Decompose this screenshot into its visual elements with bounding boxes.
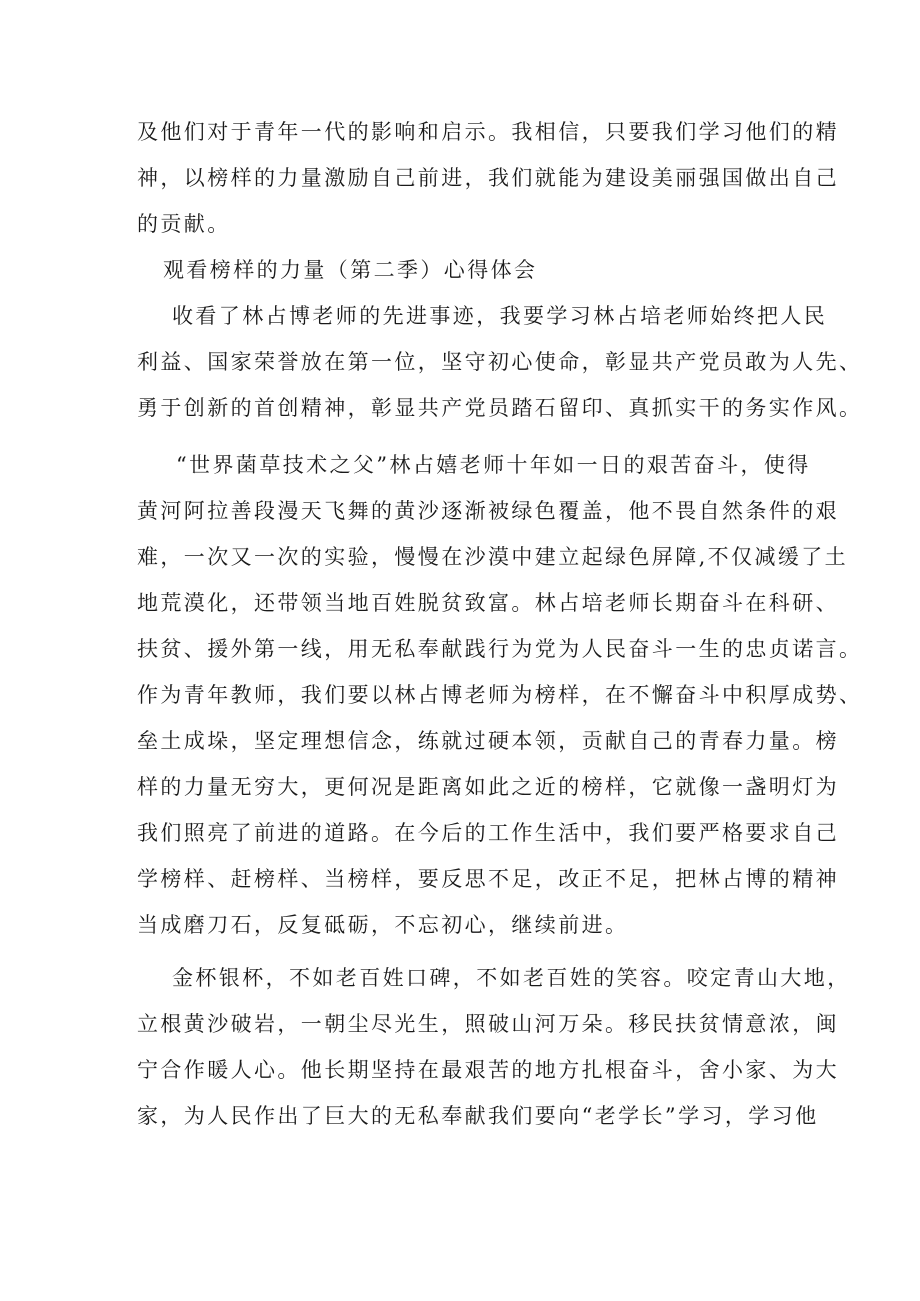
paragraph-2-line-8: 样的力量无穷大，更何况是距离如此之近的榜样，它就像一盏明灯为	[137, 775, 839, 799]
paragraph-1-line-2: 利益、国家荣誉放在第一位，坚守初心使命，彰显共产党员敢为人先、	[137, 350, 863, 374]
paragraph-2-line-3: 难，一次又一次的实验，慢慢在沙漠中建立起绿色屏障,不仅减缓了土	[137, 545, 849, 569]
paragraph-1-line-1: 收看了林占博老师的先进事迹，我要学习林占培老师始终把人民	[172, 304, 828, 328]
paragraph-2-line-10: 学榜样、赶榜样、当榜样，要反思不足，改正不足，把林占博的精神	[137, 867, 839, 891]
paragraph-1-line-3: 勇于创新的首创精神，彰显共产党员踏石留印、真抓实干的务实作风。	[137, 396, 863, 420]
paragraph-2-line-5: 扶贫、援外第一线，用无私奉献践行为党为人民奋斗一生的忠贞诺言。	[137, 637, 863, 661]
paragraph-2-line-4: 地荒漠化，还带领当地百姓脱贫致富。林占培老师长期奋斗在科研、	[137, 591, 839, 615]
paragraph-2-line-6: 作为青年教师，我们要以林占博老师为榜样，在不懈奋斗中积厚成势、	[137, 683, 863, 707]
intro-line-2: 神，以榜样的力量激励自己前进，我们就能为建设美丽强国做出自己	[137, 166, 839, 190]
paragraph-2-line-1: “世界菌草技术之父”林占嬉老师十年如一日的艰苦奋斗，使得	[176, 453, 811, 477]
paragraph-2-line-7: 垒土成垛，坚定理想信念，练就过硬本领，贡献自己的青春力量。榜	[137, 729, 839, 753]
section-heading: 观看榜样的力量（第二季）心得体会	[163, 258, 538, 282]
intro-line-1: 及他们对于青年一代的影响和启示。我相信，只要我们学习他们的精	[137, 120, 839, 144]
paragraph-2-line-11: 当成磨刀石，反复砥砺，不忘初心，继续前进。	[137, 913, 629, 937]
paragraph-3-line-1: 金杯银杯，不如老百姓口碑，不如老百姓的笑容。咬定青山大地，	[172, 966, 851, 990]
paragraph-2-line-9: 我们照亮了前进的道路。在今后的工作生活中，我们要严格要求自己	[137, 821, 839, 845]
intro-line-3: 的贡献。	[137, 212, 231, 236]
paragraph-2-line-2: 黄河阿拉善段漫天飞舞的黄沙逐渐被绿色覆盖，他不畏自然条件的艰	[137, 499, 839, 523]
paragraph-3-line-2: 立根黄沙破岩，一朝尘尽光生，照破山河万朵。移民扶贫情意浓，闽	[137, 1012, 839, 1036]
paragraph-3-line-4: 家，为人民作出了巨大的无私奉献我们要向“老学长”学习，学习他	[137, 1104, 819, 1128]
paragraph-3-line-3: 宁合作暖人心。他长期坚持在最艰苦的地方扎根奋斗，舍小家、为大	[137, 1058, 839, 1082]
